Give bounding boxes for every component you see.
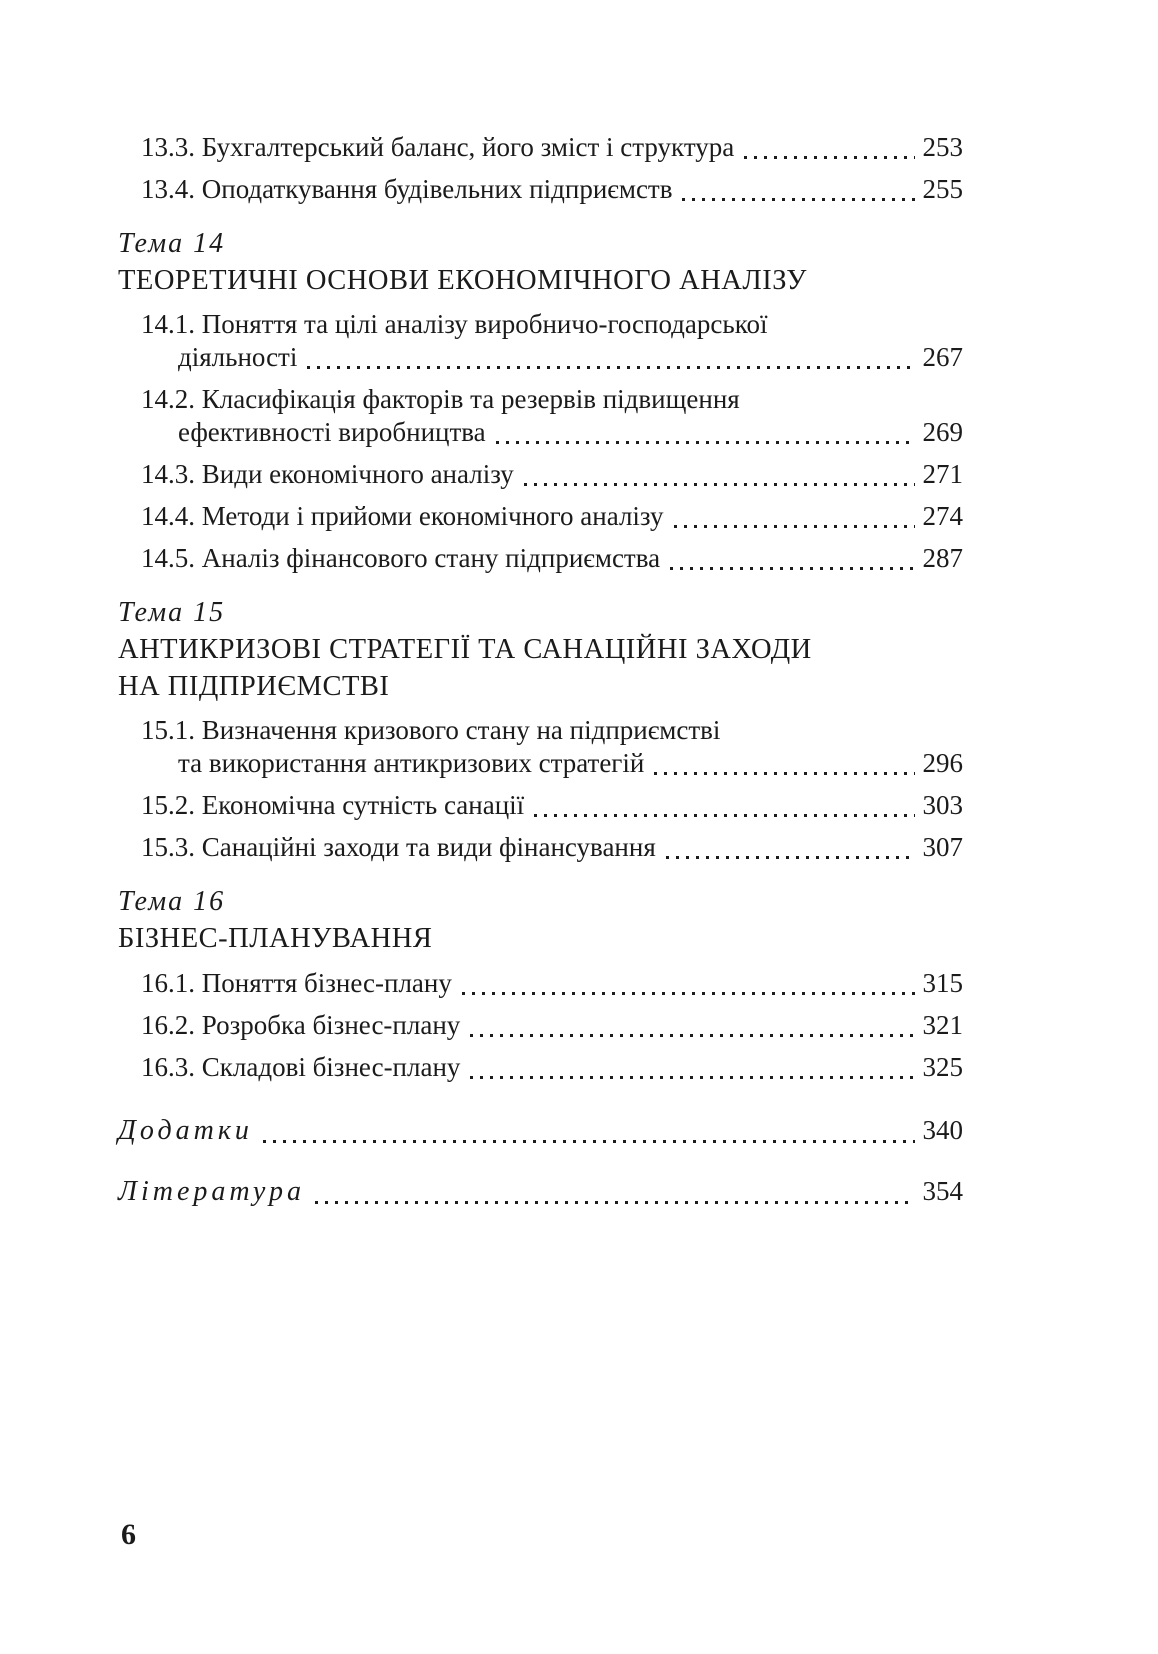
toc-entry-page: 354 (922, 1176, 963, 1206)
theme-label: Тема 16 (118, 886, 226, 917)
page-number: 6 (121, 1518, 136, 1551)
dot-leader (462, 992, 915, 995)
toc-entry-page: 274 (922, 501, 963, 531)
dot-leader (496, 441, 915, 444)
toc-entry-title-line1: 15.1. Визначення кризового стану на підприємстві (141, 715, 721, 745)
toc-entry-page: 340 (922, 1115, 963, 1145)
toc-entry-page: 325 (922, 1052, 963, 1082)
toc-entry-title: 14.4. Методи і прийоми економічного аналізу (141, 501, 664, 531)
toc-entry-14-4 (141, 500, 963, 533)
toc-entry-page: 296 (922, 748, 963, 778)
toc-entry-title: 13.3. Бухгалтерський баланс, його зміст і структура (141, 132, 735, 162)
toc-entry-16-1 (141, 967, 963, 1000)
dot-leader (263, 1140, 915, 1143)
toc-entry-page: 267 (922, 342, 963, 372)
toc-group-theme-14 (118, 226, 963, 575)
toc-entry-dodatky (118, 1113, 963, 1148)
toc-entry-literatura (118, 1174, 963, 1209)
back-matter-label: Література (118, 1176, 305, 1207)
toc-group-chapter-13 (118, 131, 963, 206)
toc-entry-title: 14.3. Види економічного аналізу (141, 459, 514, 489)
toc-entry-14-3 (141, 458, 963, 491)
toc-entry-15-1 (141, 714, 963, 780)
theme-label: Тема 14 (118, 228, 226, 259)
toc-entry-page: 303 (922, 790, 963, 820)
toc-entry-title-line2: ефективності виробництва (178, 417, 486, 447)
toc-entry-title: 15.3. Санаційні заходи та види фінансування (141, 832, 656, 862)
toc-entry-title: 16.1. Поняття бізнес-плану (141, 968, 452, 998)
dot-leader (524, 483, 915, 486)
toc-entry-page: 255 (922, 174, 963, 204)
toc-entry-14-5 (141, 542, 963, 575)
dot-leader (470, 1076, 914, 1079)
toc-group-theme-16 (118, 884, 963, 1084)
dot-leader (682, 198, 914, 201)
toc-entry-page: 307 (922, 832, 963, 862)
toc-entry-page: 287 (922, 543, 963, 573)
back-matter-label: Додатки (118, 1115, 253, 1146)
toc-entry-16-3 (141, 1051, 963, 1084)
toc-entry-16-2 (141, 1009, 963, 1042)
toc-entry-title: 13.4. Оподаткування будівельних підприємств (141, 174, 673, 204)
toc-entry-title-line2: діяльності (178, 342, 298, 372)
dot-leader (666, 856, 915, 859)
toc-entry-15-2 (141, 789, 963, 822)
toc-entry-page: 271 (922, 459, 963, 489)
theme-title: ТЕОРЕТИЧНІ ОСНОВИ ЕКОНОМІЧНОГО АНАЛІЗУ (118, 265, 807, 296)
dot-leader (534, 814, 914, 817)
dot-leader (654, 772, 914, 775)
toc-entry-title: 15.2. Економічна сутність санації (141, 790, 525, 820)
dot-leader (315, 1201, 915, 1204)
toc-entry-15-3 (141, 831, 963, 864)
toc-entry-title: 16.3. Складові бізнес-плану (141, 1052, 461, 1082)
toc-entry-page: 269 (922, 417, 963, 447)
toc-entry-14-2 (141, 383, 963, 449)
toc-entry-title: 16.2. Розробка бізнес-плану (141, 1010, 461, 1040)
dot-leader (674, 525, 915, 528)
theme-title-line1: АНТИКРИЗОВІ СТРАТЕГІЇ ТА САНАЦІЙНІ ЗАХОДИ (118, 634, 812, 665)
toc-entry-13-4 (141, 173, 963, 206)
toc-entry-page: 321 (922, 1010, 963, 1040)
dot-leader (470, 1034, 914, 1037)
dot-leader (744, 156, 914, 159)
toc-entry-page: 253 (922, 132, 963, 162)
dot-leader (670, 567, 914, 570)
theme-title-line2: НА ПІДПРИЄМСТВІ (118, 671, 390, 702)
toc-entry-page: 315 (922, 968, 963, 998)
theme-label: Тема 15 (118, 597, 226, 628)
toc-group-theme-15 (118, 595, 963, 864)
toc-entry-title: 14.5. Аналіз фінансового стану підприємства (141, 543, 661, 573)
dot-leader (307, 366, 914, 369)
toc-entry-14-1 (141, 308, 963, 374)
toc-entry-title-line2: та використання антикризових стратегій (178, 748, 645, 778)
theme-title: БІЗНЕС-ПЛАНУВАННЯ (118, 923, 433, 954)
toc-entry-title-line1: 14.1. Поняття та цілі аналізу виробничо-господарської (141, 309, 768, 339)
toc-entry-13-3 (141, 131, 963, 164)
toc-entry-title-line1: 14.2. Класифікація факторів та резервів підвищення (141, 384, 740, 414)
